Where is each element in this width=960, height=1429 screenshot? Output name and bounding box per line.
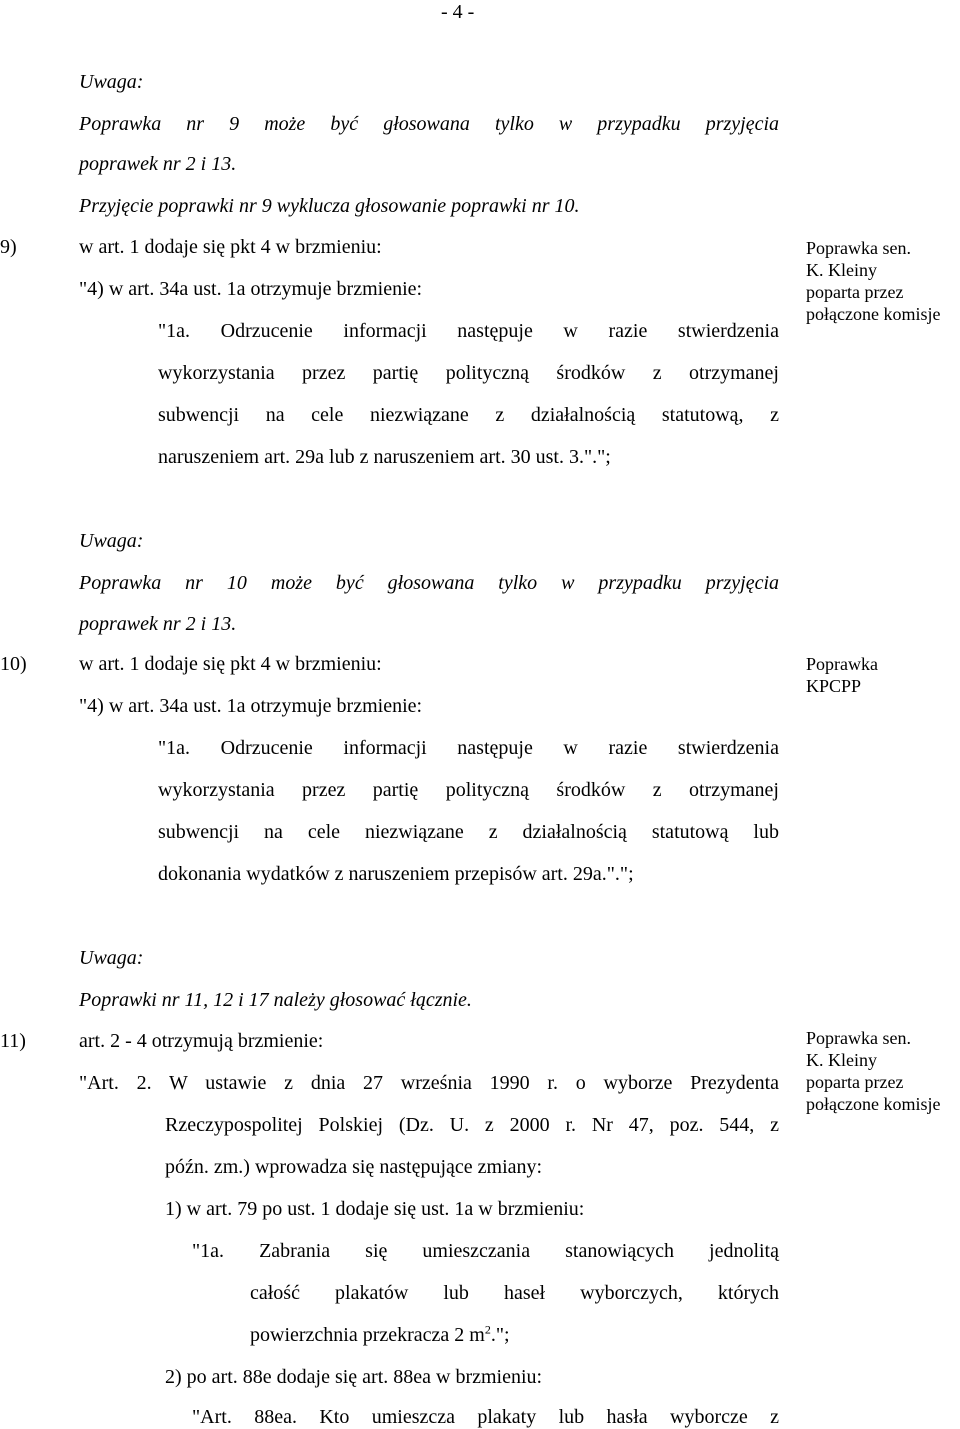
- amendment-line: "4) w art. 34a ust. 1a otrzymuje brzmienie:: [79, 695, 423, 717]
- quoted-line: [250, 1323, 510, 1347]
- amendment-paragraph-line: wykorzystania przez partię polityczną środków z otrzymanej: [158, 362, 779, 384]
- amendment-number: 10): [0, 653, 27, 675]
- amendment-paragraph-line: "1a. Odrzucenie informacji następuje w razie stwierdzenia: [158, 737, 779, 759]
- amendment-number: 11): [0, 1030, 26, 1052]
- amendment-paragraph-line: subwencji na cele niezwiązane z działalnością statutową, z: [158, 404, 779, 426]
- source-line: Poprawka sen.: [806, 1028, 911, 1048]
- note-label: Uwaga:: [79, 947, 144, 969]
- article-line: "Art. 88ea. Kto umieszcza plakaty lub hasła wyborcze z: [192, 1406, 779, 1428]
- article-line: "Art. 2. W ustawie z dnia 27 września 1990 r. o wyborze Prezydenta: [79, 1072, 779, 1094]
- superscript: 2: [484, 1322, 491, 1337]
- amendment-line: w art. 1 dodaje się pkt 4 w brzmieniu:: [79, 236, 382, 258]
- amendment-source: [806, 1027, 940, 1115]
- note-text: Poprawki nr 11, 12 i 17 należy głosować łącznie.: [79, 989, 472, 1011]
- quoted-text: powierzchnia przekracza 2 m: [250, 1324, 485, 1346]
- amendment-paragraph-line: "1a. Odrzucenie informacji następuje w razie stwierdzenia: [158, 320, 779, 342]
- amendment-line: art. 2 - 4 otrzymują brzmienie:: [79, 1030, 324, 1052]
- note-text: poprawek nr 2 i 13.: [79, 153, 237, 175]
- amendment-paragraph-line: subwencji na cele niezwiązane z działalnością statutową lub: [158, 821, 779, 843]
- source-line: K. Kleiny: [806, 260, 877, 280]
- source-line: poparta przez: [806, 282, 904, 302]
- page-number: - 4 -: [441, 1, 475, 23]
- note-text: Poprawka nr 10 może być głosowana tylko w przypadku przyjęcia: [79, 572, 779, 594]
- source-line: K. Kleiny: [806, 1050, 877, 1070]
- article-item: 1) w art. 79 po ust. 1 dodaje się ust. 1a w brzmieniu:: [165, 1198, 585, 1220]
- source-line: KPCPP: [806, 676, 862, 696]
- amendment-source: [806, 237, 940, 325]
- article-line: późn. zm.) wprowadza się następujące zmiany:: [165, 1156, 543, 1178]
- source-line: połączone komisje: [806, 304, 941, 324]
- amendment-paragraph-line: wykorzystania przez partię polityczną środków z otrzymanej: [158, 779, 779, 801]
- article-item: 2) po art. 88e dodaje się art. 88ea w brzmieniu:: [165, 1366, 543, 1388]
- note-text: Przyjęcie poprawki nr 9 wyklucza głosowanie poprawki nr 10.: [79, 195, 580, 217]
- note-label: Uwaga:: [79, 71, 144, 93]
- source-line: połączone komisje: [806, 1094, 941, 1114]
- amendment-line: "4) w art. 34a ust. 1a otrzymuje brzmienie:: [79, 278, 423, 300]
- source-line: Poprawka: [806, 654, 878, 674]
- quoted-line: całość plakatów lub haseł wyborczych, których: [250, 1282, 779, 1304]
- amendment-number: 9): [0, 236, 17, 258]
- note-text: poprawek nr 2 i 13.: [79, 613, 237, 635]
- quoted-line: "1a. Zabrania się umieszczania stanowiących jednolitą: [192, 1240, 779, 1262]
- amendment-source: [806, 653, 878, 697]
- note-label: Uwaga:: [79, 530, 144, 552]
- amendment-paragraph-line: dokonania wydatków z naruszeniem przepisów art. 29a.".";: [158, 863, 634, 885]
- amendment-paragraph-line: naruszeniem art. 29a lub z naruszeniem art. 30 ust. 3.".";: [158, 446, 611, 468]
- article-line: Rzeczypospolitej Polskiej (Dz. U. z 2000 r. Nr 47, poz. 544, z: [165, 1114, 779, 1136]
- source-line: Poprawka sen.: [806, 238, 911, 258]
- source-line: poparta przez: [806, 1072, 904, 1092]
- note-text: Poprawka nr 9 może być głosowana tylko w przypadku przyjęcia: [79, 113, 779, 135]
- amendment-line: w art. 1 dodaje się pkt 4 w brzmieniu:: [79, 653, 382, 675]
- quoted-text: .";: [490, 1324, 510, 1346]
